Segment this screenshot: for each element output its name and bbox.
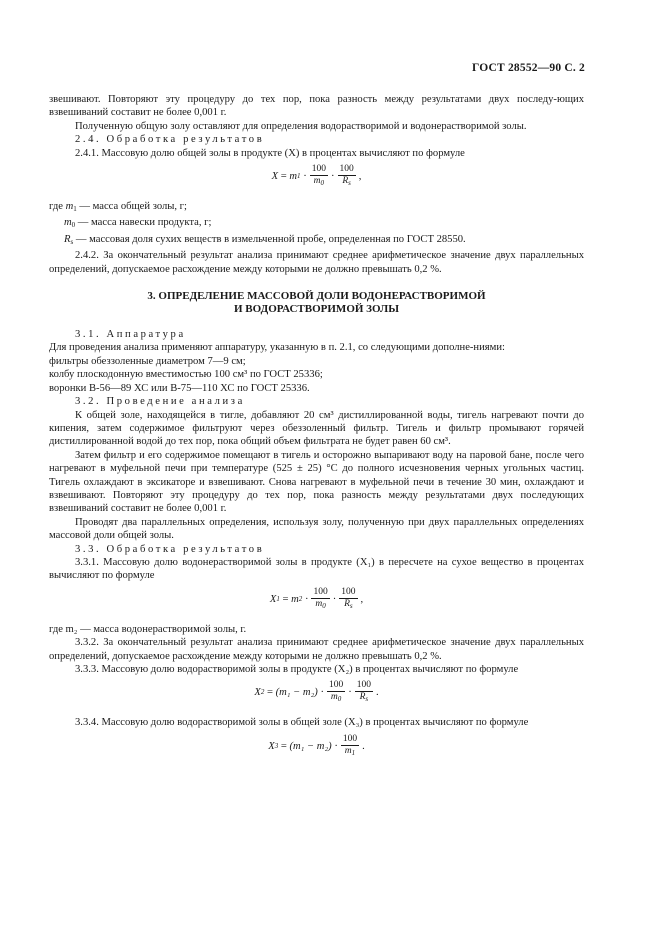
formula-expression: (m₁ − m₂) [275,687,318,699]
definition-text: — масса общей золы, г; [76,201,187,213]
formula-subscript: 0 [320,179,325,188]
paragraph: звешивают. Повторяют эту процедуру до тех пор, пока разность между результатами двух последу-ющих взвешиваний составит не более 0,001 г. [49,94,584,119]
document-body [49,93,584,770]
formula-symbol: m [291,593,299,605]
fraction [339,587,357,612]
formula-symbol: = [282,593,289,605]
denominator: m [315,598,323,609]
definition [49,216,584,232]
section-title-3 [49,290,584,316]
section-heading-3-2: 3.2. Проведение анализа [75,396,245,408]
definition-variable: m [64,217,72,229]
denominator: R [344,598,350,609]
formula-subscript: 1 [73,205,77,214]
formula-symbol: , [358,170,362,182]
paragraph-2-4-2: 2.4.2. За окончательный результат анализа принимают среднее арифметическое значение двух параллельных определений, допускаемое расхождение между которыми не должно превышать 0,2 %. [49,250,584,275]
formula-subscript: 0 [337,695,342,704]
definition-prefix: где [49,201,66,213]
page-header: ГОСТ 28552—90 С. 2 [472,62,585,74]
paragraph: К общей золе, находящейся в тигле, добавляют 20 см³ дистиллированной воды, тигель нагревают почти до кипения, затем содержимое фильтруют через обеззоленный фильтр. Тигель и фильтр промывают горячей дистиллированной водой до тех пор, пока общий объем фильтрата не будет равен 60 см³. [49,409,584,448]
denominator: m [344,745,352,756]
numerator: 100 [356,680,371,691]
formula-symbol: , [360,593,364,605]
formula-subscript: 1 [351,748,356,757]
numerator: 100 [342,733,358,744]
formula-symbol: X [268,740,275,752]
formula-symbol: X [271,170,279,182]
formula-symbol: m [289,170,298,182]
formula-symbol: · [334,740,338,752]
numerator: 100 [328,680,344,691]
definition: где m₂ — масса водонерастворимой золы, г. [49,623,247,635]
section-title-line: И ВОДОРАСТВОРИМОЙ ЗОЛЫ [234,303,399,316]
formula-subscript: 3 [274,741,279,750]
paragraph-3-3-3: 3.3.3. Массовую долю водорастворимой золы в продукте (X₂) в процентах вычисляют по формуле [75,664,519,675]
formula-subscript: s [349,601,353,610]
formula-subscript: s [348,179,351,188]
section-heading-3-3: 3.3. Обработка результатов [75,543,265,555]
formula-x [49,164,584,196]
fraction [341,734,359,759]
numerator: 100 [313,586,328,597]
fraction [338,164,356,189]
formula-subscript: 0 [322,601,326,610]
formula-symbol: = [280,740,287,752]
denominator: R [359,692,366,703]
paragraph: Проводят два параллельных определения, используя золу, полученную при двух параллельных определениях массовой доли общей золы. [49,516,584,542]
paragraph: Для проведения анализа применяют аппаратуру, указанную в п. 2.1, со следующими дополне-ниями: [49,342,505,354]
formula-subscript: 2 [260,688,265,697]
formula-subscript: 0 [71,221,76,230]
formula-symbol: = [266,687,273,699]
definition-variable: R [64,233,71,245]
formula-symbol: . [362,740,365,752]
formula-symbol: · [330,170,335,182]
formula-x1 [49,587,584,619]
definition-variable: m [65,201,74,213]
definition [49,233,584,249]
formula-symbol: · [304,593,309,605]
list-item: колбу плоскодонную вместимостью 100 см³ по ГОСТ 25336; [49,369,323,381]
paragraph-2-4-1: 2.4.1. Массовую долю общей золы в продукте (X) в процентах вычисляют по формуле [75,147,465,159]
denominator: R [342,176,349,187]
formula-subscript: 1 [297,171,301,180]
paragraph-3-3-4: 3.3.4. Массовую долю водорастворимой золы в общей золе (X₃) в процентах вычисляют по формуле [75,717,529,729]
section-title-line: 3. ОПРЕДЕЛЕНИЕ МАССОВОЙ ДОЛИ ВОДОНЕРАСТВОРИМОЙ [147,290,486,303]
fraction [311,587,329,612]
denominator: m [330,692,338,703]
paragraph-3-3-2: 3.3.2. За окончательный результат анализа принимают среднее арифметическое значение двух параллельных определений, допускаемое расхождение между которыми не должно превышать 0,2 %. [49,637,584,662]
paragraph: Затем фильтр и его содержимое помещают в тигель и осторожно выпаривают воду на паровой бане, после чего нагревают в муфельной печи при температуре (525 ± 25) °С до полного исчезновения черных угольных частиц. Тигель охлаждают в эксикаторе и взвешивают. Снова нагревают в муфельной печи в течение 30 мин, охлаждают и взвешивают. Повторяют эту процедуру до тех пор, пока разность между результатами двух последующих взвешиваний составит не более 0,001 г. [49,449,584,515]
formula-symbol: · [332,593,337,605]
formula-subscript: 1 [276,594,280,603]
formula-subscript: 2 [298,594,303,603]
paragraph-3-3-1: 3.3.1. Массовую долю водонерастворимой золы в продукте (X₁) в пересчете на сухое вещество в процентах вычисляют по формуле [49,556,584,582]
definition-text: — масса навески продукта, г; [75,217,212,229]
formula-expression: (m₁ − m₂) [289,740,332,752]
formula-symbol: X [254,687,261,699]
formula-symbol: . [376,687,379,699]
denominator: m [313,176,321,187]
fraction [327,680,345,705]
paragraph: Полученную общую золу оставляют для определения водорастворимой и водонерастворимой золы. [75,120,527,132]
formula-symbol: = [280,170,287,182]
formula-subscript: s [70,237,74,246]
list-item: фильтры обеззоленные диаметром 7—9 см; [49,355,246,367]
numerator: 100 [311,164,326,175]
fraction [310,164,328,189]
formula-x2 [49,680,584,712]
formula-symbol: X [269,593,277,605]
definitions-list [49,200,584,249]
section-heading-3-1: 3.1. Аппаратура [75,329,186,341]
formula-subscript: s [365,695,369,704]
formula-symbol: · [303,170,307,182]
definition [49,200,584,216]
numerator: 100 [339,164,354,175]
numerator: 100 [341,586,356,597]
list-item: воронки В-56—89 ХС или В-75—110 ХС по ГОСТ 25336. [49,382,310,394]
formula-symbol: · [348,687,352,699]
definition-text: — массовая доля сухих веществ в измельченной пробе, определенная по ГОСТ 28550. [73,233,466,245]
fraction [355,680,373,705]
formula-x3 [49,734,584,766]
formula-symbol: · [320,687,324,699]
section-heading-2-4: 2.4. Обработка результатов [75,134,265,146]
